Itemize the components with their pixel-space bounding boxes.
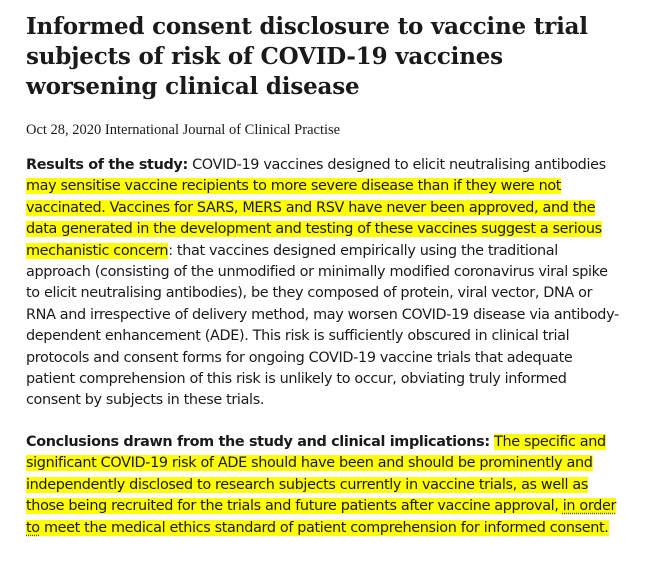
results-text-2: : that vaccines designed empirically using the traditional approach (consisting of the unmodified or minimally modified coronavirus viral spike to elicit neutralising antibodies), be they composed of protein, viral vector, DNA or RNA and irrespective of delivery method, may worsen COVID-19 disease via antibody-dependent enhancement (ADE). This risk is sufficiently obscured in clinical trial protocols and consent forms for ongoing COVID-19 vaccine trials that adequate patient comprehension of this risk is unlikely to occur, obviating truly informed consent by subjects in these trials. bbox=[26, 242, 619, 409]
article-title: Informed consent disclosure to vaccine trial subjects of risk of COVID-19 vaccines worsening clinical disease bbox=[26, 13, 588, 100]
conclusions-highlight-dotted: in order to bbox=[26, 498, 617, 536]
conclusions-paragraph bbox=[26, 432, 625, 539]
results-text-1: COVID-19 vaccines designed to elicit neutralising antibodies bbox=[187, 157, 606, 173]
results-highlight: may sensitise vaccine recipients to more severe disease than if they were not vaccinated. Vaccines for SARS, MERS and RSV have never been approved, and the data generated in the development and testing of these vaccines suggest a serious mechanistic concern bbox=[26, 178, 602, 259]
conclusions-highlight-2: meet the medical ethics standard of patient comprehension for informed consent. bbox=[39, 519, 609, 536]
conclusions-label: Conclusions drawn from the study and clinical implications: bbox=[26, 433, 490, 450]
article-meta: Oct 28, 2020 International Journal of Clinical Practise bbox=[26, 122, 341, 138]
results-label: Results of the study: bbox=[26, 157, 188, 173]
results-paragraph bbox=[26, 155, 625, 412]
conclusions-highlight-1: The specific and significant COVID-19 risk of ADE should have been and should be prominently and independently disclosed to research subjects currently in vaccine trials, as well as those being recruited for the trials and future patients after vaccine approval, bbox=[26, 433, 606, 515]
